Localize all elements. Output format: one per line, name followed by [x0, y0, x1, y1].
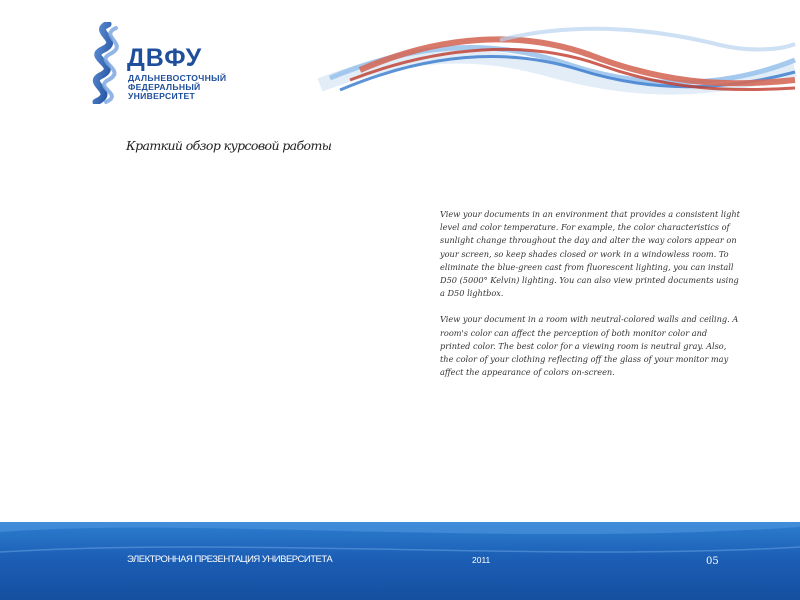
page-number: 05: [706, 556, 719, 567]
footer-sheen-decoration: [0, 522, 800, 600]
footer-band: [0, 522, 800, 600]
slide-title: Краткий обзор курсовой работы: [126, 138, 332, 153]
body-paragraph-1: View your documents in an environment that provides a consistent light level and color temperature. For example, the color characteristics of sunlight change throughout the day and alter the way colors appear on your screen, so keep shades closed or work in a windowless room. To eliminate the blue-green cast from fluorescent lighting, you can install D50 (5000° Kelvin) lighting. You can also view printed documents using a D50 lightbox.: [440, 209, 740, 299]
decorative-waves: [300, 10, 800, 120]
body-paragraph-2: View your document in a room with neutral-colored walls and ceiling. A room's color can affect the perception of both monitor color and printed color. The best color for a viewing room is neutral gray. Also, the color of your clothing reflecting off the glass of your monitor may affect the appearance of colors on-screen.: [440, 314, 739, 378]
logo-text-line-1: ДАЛЬНЕВОСТОЧНЫЙ: [128, 73, 227, 83]
logo-text-line-3: УНИВЕРСИТЕТ: [128, 91, 196, 101]
logo-abbreviation: ДВФУ: [127, 44, 203, 72]
slide-body-text: [440, 208, 740, 392]
dna-helix-icon: [82, 22, 132, 104]
logo-text-line-2: ФЕДЕРАЛЬНЫЙ: [128, 82, 201, 92]
footer-year: 2011: [472, 555, 491, 565]
footer-caption: ЭЛЕКТРОННАЯ ПРЕЗЕНТАЦИЯ УНИВЕРСИТЕТА: [127, 554, 333, 565]
